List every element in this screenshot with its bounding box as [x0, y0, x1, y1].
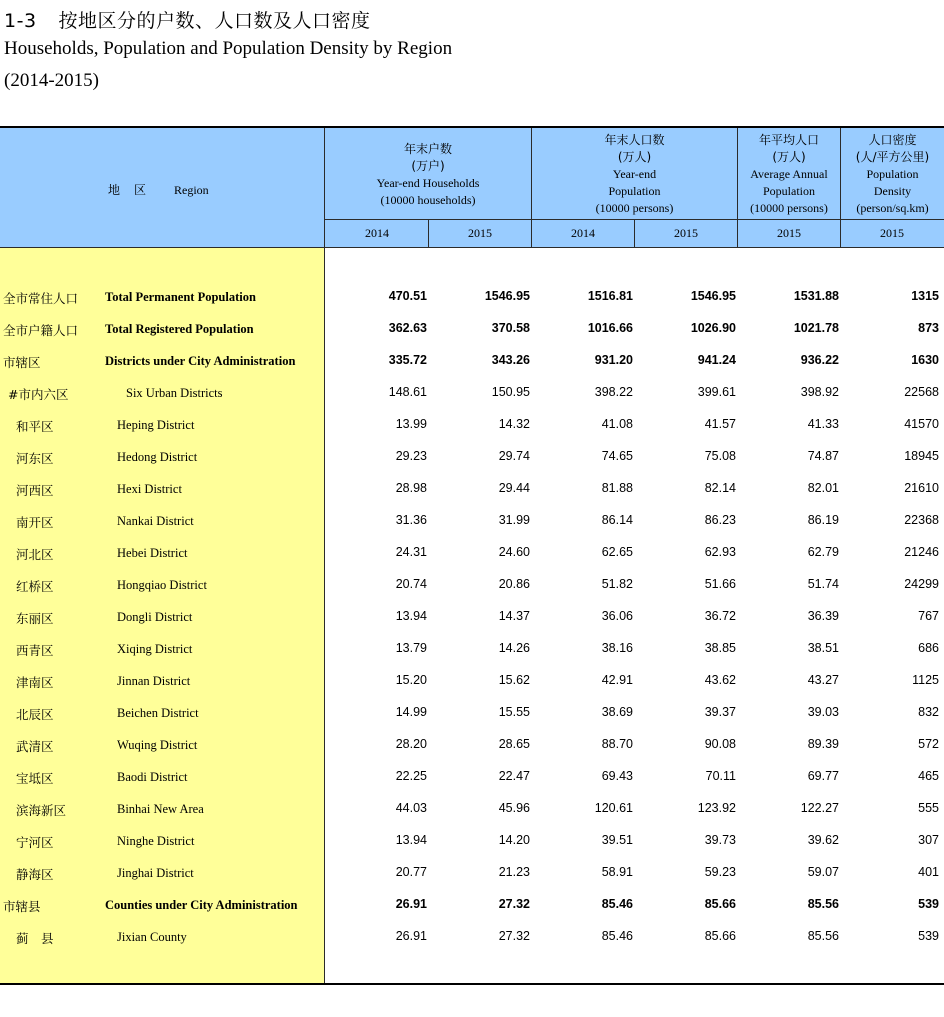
region-name-en: Jinghai District	[117, 866, 194, 880]
table-row	[0, 409, 944, 441]
value-cell: 51.74	[807, 577, 839, 591]
value-cell: 767	[918, 609, 939, 623]
value-cell: 21246	[904, 545, 939, 559]
table-row	[0, 313, 944, 345]
value-cell: 15.20	[395, 673, 427, 687]
table-row	[0, 793, 944, 825]
value-cell: 39.62	[807, 833, 839, 847]
value-cell: 28.20	[395, 737, 427, 751]
value-cell: 36.06	[601, 609, 633, 623]
value-cell: 465	[918, 769, 939, 783]
table-row	[0, 537, 944, 569]
value-cell: 470.51	[388, 289, 427, 303]
region-name-cn: 北辰区	[16, 707, 54, 722]
value-cell: 936.22	[800, 353, 839, 367]
value-cell: 39.73	[704, 833, 736, 847]
region-name-cn: 红桥区	[16, 579, 54, 594]
region-name-cn: #市内六区	[8, 387, 69, 402]
value-cell: 90.08	[704, 737, 736, 751]
table-row	[0, 569, 944, 601]
value-cell: 1516.81	[587, 289, 633, 303]
region-name-en: Total Permanent Population	[105, 290, 256, 304]
value-cell: 539	[918, 897, 939, 911]
region-name-en: Hexi District	[117, 482, 182, 496]
value-cell: 82.01	[807, 481, 839, 495]
table-row	[0, 601, 944, 633]
value-cell: 41570	[904, 417, 939, 431]
value-cell: 41.57	[704, 417, 736, 431]
header-avg-population	[738, 132, 840, 217]
value-cell: 45.96	[498, 801, 530, 815]
value-cell: 81.88	[601, 481, 633, 495]
value-cell: 123.92	[697, 801, 736, 815]
value-cell: 28.98	[395, 481, 427, 495]
table-bottom-rule	[0, 983, 944, 985]
header-households-cn: 年末户数	[403, 142, 452, 156]
value-cell: 41.33	[807, 417, 839, 431]
header-avg-population-unit-en: (10000 persons)	[750, 201, 828, 215]
region-name-en: Jinnan District	[117, 674, 191, 688]
header-avg-population-cn: 年平均人口	[758, 133, 819, 147]
value-cell: 399.61	[697, 385, 736, 399]
value-cell: 686	[918, 641, 939, 655]
region-name-en: Baodi District	[117, 770, 188, 784]
value-cell: 59.23	[704, 865, 736, 879]
header-density-en1: Population	[866, 167, 919, 181]
region-name-en: Xiqing District	[117, 642, 193, 656]
value-cell: 13.99	[395, 417, 427, 431]
value-cell: 85.56	[807, 897, 839, 911]
region-name-en: Beichen District	[117, 706, 199, 720]
page-title-years: (2014-2015)	[4, 70, 99, 91]
table-row	[0, 761, 944, 793]
value-cell: 13.94	[395, 833, 427, 847]
region-name-cn: 武清区	[16, 739, 54, 754]
title-cn-text: 按地区分的户数、人口数及人口密度	[58, 10, 371, 32]
value-cell: 15.62	[498, 673, 530, 687]
value-cell: 832	[918, 705, 939, 719]
header-population-en2: Population	[608, 184, 661, 198]
region-name-en: Dongli District	[117, 610, 193, 624]
value-cell: 24.60	[498, 545, 530, 559]
page-title-en: Households, Population and Population Density by Region	[4, 38, 453, 59]
value-cell: 148.61	[388, 385, 427, 399]
table-row	[0, 665, 944, 697]
region-name-cn: 宝坻区	[16, 771, 54, 786]
value-cell: 51.82	[601, 577, 633, 591]
table-row	[0, 633, 944, 665]
value-cell: 307	[918, 833, 939, 847]
header-households-unit-cn: (万户)	[411, 159, 445, 173]
value-cell: 38.85	[704, 641, 736, 655]
value-cell: 572	[918, 737, 939, 751]
region-name-cn: 南开区	[16, 515, 54, 530]
value-cell: 43.27	[807, 673, 839, 687]
region-name-en: Binhai New Area	[117, 802, 204, 816]
region-name-cn: 河北区	[16, 547, 54, 562]
value-cell: 21610	[904, 481, 939, 495]
page-title-cn	[4, 6, 371, 33]
region-name-cn: 市辖区	[3, 355, 41, 370]
value-cell: 62.93	[704, 545, 736, 559]
value-cell: 370.58	[491, 321, 530, 335]
value-cell: 14.37	[498, 609, 530, 623]
value-cell: 931.20	[594, 353, 633, 367]
value-cell: 24299	[904, 577, 939, 591]
table-row	[0, 505, 944, 537]
header-year: 2014	[571, 226, 595, 240]
header-density-en2: Density	[873, 184, 912, 198]
header-region-cn: 地区	[108, 183, 161, 197]
header-avg-population-en1: Average Annual	[750, 167, 828, 181]
table-row	[0, 729, 944, 761]
value-cell: 69.77	[807, 769, 839, 783]
value-cell: 58.91	[601, 865, 633, 879]
value-cell: 86.14	[601, 513, 633, 527]
header-households-unit-en: (10000 households)	[380, 193, 476, 207]
table-row	[0, 473, 944, 505]
table-row	[0, 377, 944, 409]
value-cell: 85.46	[601, 929, 633, 943]
value-cell: 39.03	[807, 705, 839, 719]
header-households	[325, 141, 531, 209]
header-year: 2014	[365, 226, 389, 240]
value-cell: 398.22	[594, 385, 633, 399]
header-population	[532, 132, 737, 217]
header-density-cn: 人口密度	[868, 133, 917, 147]
region-name-cn: 全市常住人口	[3, 291, 79, 306]
value-cell: 1016.66	[587, 321, 633, 335]
value-cell: 1531.88	[793, 289, 839, 303]
value-cell: 85.66	[704, 897, 736, 911]
value-cell: 14.26	[498, 641, 530, 655]
value-cell: 15.55	[498, 705, 530, 719]
value-cell: 20.77	[395, 865, 427, 879]
value-cell: 36.72	[704, 609, 736, 623]
value-cell: 343.26	[491, 353, 530, 367]
value-cell: 85.56	[807, 929, 839, 943]
header-avg-population-en2: Population	[762, 184, 815, 198]
region-name-en: Hebei District	[117, 546, 188, 560]
header-population-en1: Year-end	[612, 167, 657, 181]
table-row	[0, 825, 944, 857]
region-name-cn: 津南区	[16, 675, 54, 690]
value-cell: 39.37	[704, 705, 736, 719]
value-cell: 85.46	[601, 897, 633, 911]
value-cell: 22368	[904, 513, 939, 527]
value-cell: 85.66	[704, 929, 736, 943]
value-cell: 362.63	[388, 321, 427, 335]
header-region	[108, 181, 209, 198]
region-name-en: Six Urban Districts	[126, 386, 223, 400]
value-cell: 26.91	[395, 929, 427, 943]
value-cell: 38.69	[601, 705, 633, 719]
region-name-cn: 市辖县	[3, 899, 41, 914]
value-cell: 941.24	[697, 353, 736, 367]
value-cell: 22.25	[395, 769, 427, 783]
header-year: 2015	[674, 226, 698, 240]
value-cell: 539	[918, 929, 939, 943]
value-cell: 20.86	[498, 577, 530, 591]
value-cell: 74.65	[601, 449, 633, 463]
value-cell: 1125	[912, 673, 939, 687]
region-name-cn: 东丽区	[16, 611, 54, 626]
value-cell: 41.08	[601, 417, 633, 431]
value-cell: 555	[918, 801, 939, 815]
header-density	[841, 132, 944, 217]
value-cell: 27.32	[498, 929, 530, 943]
value-cell: 62.79	[807, 545, 839, 559]
header-year: 2015	[777, 226, 801, 240]
region-name-en: Districts under City Administration	[105, 354, 296, 368]
header-population-unit-en: (10000 persons)	[595, 201, 674, 215]
value-cell: 22568	[904, 385, 939, 399]
table-row	[0, 345, 944, 377]
value-cell: 39.51	[601, 833, 633, 847]
value-cell: 122.27	[800, 801, 839, 815]
value-cell: 62.65	[601, 545, 633, 559]
value-cell: 28.65	[498, 737, 530, 751]
value-cell: 43.62	[704, 673, 736, 687]
value-cell: 21.23	[498, 865, 530, 879]
value-cell: 44.03	[395, 801, 427, 815]
region-name-en: Total Registered Population	[105, 322, 254, 336]
header-region-en: Region	[174, 183, 209, 197]
value-cell: 31.99	[498, 513, 530, 527]
region-name-en: Hongqiao District	[117, 578, 207, 592]
value-cell: 1630	[911, 353, 939, 367]
value-cell: 873	[918, 321, 939, 335]
value-cell: 1546.95	[484, 289, 530, 303]
region-name-cn: 全市户籍人口	[3, 323, 79, 338]
value-cell: 29.23	[395, 449, 427, 463]
header-year-rule	[325, 219, 944, 220]
value-cell: 14.32	[498, 417, 530, 431]
region-name-cn: 宁河区	[16, 835, 54, 850]
value-cell: 51.66	[704, 577, 736, 591]
header-avg-population-unit-cn: (万人)	[772, 150, 806, 164]
value-cell: 1546.95	[690, 289, 736, 303]
value-cell: 38.16	[601, 641, 633, 655]
value-cell: 24.31	[395, 545, 427, 559]
header-population-cn: 年末人口数	[604, 133, 665, 147]
header-year: 2015	[468, 226, 492, 240]
region-name-cn: 静海区	[16, 867, 54, 882]
value-cell: 42.91	[601, 673, 633, 687]
region-name-en: Heping District	[117, 418, 195, 432]
value-cell: 38.51	[807, 641, 839, 655]
region-name-en: Counties under City Administration	[105, 898, 298, 912]
value-cell: 69.43	[601, 769, 633, 783]
region-name-en: Jixian County	[117, 930, 187, 944]
value-cell: 27.32	[498, 897, 530, 911]
value-cell: 398.92	[800, 385, 839, 399]
region-name-cn: 河东区	[16, 451, 54, 466]
region-name-cn: 河西区	[16, 483, 54, 498]
value-cell: 89.39	[807, 737, 839, 751]
table-row	[0, 697, 944, 729]
value-cell: 1315	[911, 289, 939, 303]
table-row	[0, 441, 944, 473]
value-cell: 75.08	[704, 449, 736, 463]
header-density-unit-cn: (人/平方公里)	[855, 150, 930, 164]
value-cell: 29.74	[498, 449, 530, 463]
value-cell: 29.44	[498, 481, 530, 495]
value-cell: 36.39	[807, 609, 839, 623]
table-row	[0, 889, 944, 921]
region-name-en: Nankai District	[117, 514, 194, 528]
region-name-cn: 和平区	[16, 419, 54, 434]
value-cell: 18945	[904, 449, 939, 463]
value-cell: 82.14	[704, 481, 736, 495]
value-cell: 59.07	[807, 865, 839, 879]
value-cell: 74.87	[807, 449, 839, 463]
value-cell: 335.72	[388, 353, 427, 367]
header-population-unit-cn: (万人)	[617, 150, 652, 164]
region-name-en: Wuqing District	[117, 738, 198, 752]
value-cell: 22.47	[498, 769, 530, 783]
value-cell: 1026.90	[690, 321, 736, 335]
value-cell: 26.91	[395, 897, 427, 911]
header-density-unit-en: (person/sq.km)	[856, 201, 929, 215]
header-households-en: Year-end Households	[376, 176, 480, 190]
value-cell: 13.94	[395, 609, 427, 623]
value-cell: 14.20	[498, 833, 530, 847]
value-cell: 120.61	[594, 801, 633, 815]
region-name-en: Hedong District	[117, 450, 198, 464]
value-cell: 86.23	[704, 513, 736, 527]
value-cell: 1021.78	[793, 321, 839, 335]
value-cell: 150.95	[491, 385, 530, 399]
header-year: 2015	[880, 226, 904, 240]
value-cell: 13.79	[395, 641, 427, 655]
value-cell: 88.70	[601, 737, 633, 751]
value-cell: 70.11	[705, 769, 736, 783]
table-number: 1-3	[4, 10, 37, 32]
value-cell: 86.19	[807, 513, 839, 527]
table-row	[0, 281, 944, 313]
table-row	[0, 857, 944, 889]
value-cell: 31.36	[395, 513, 427, 527]
table-row	[0, 921, 944, 953]
region-name-cn: 西青区	[16, 643, 54, 658]
value-cell: 20.74	[395, 577, 427, 591]
region-name-cn: 滨海新区	[16, 803, 67, 818]
value-cell: 14.99	[395, 705, 427, 719]
region-name-cn: 蓟 县	[16, 931, 54, 946]
region-name-en: Ninghe District	[117, 834, 195, 848]
value-cell: 401	[918, 865, 939, 879]
